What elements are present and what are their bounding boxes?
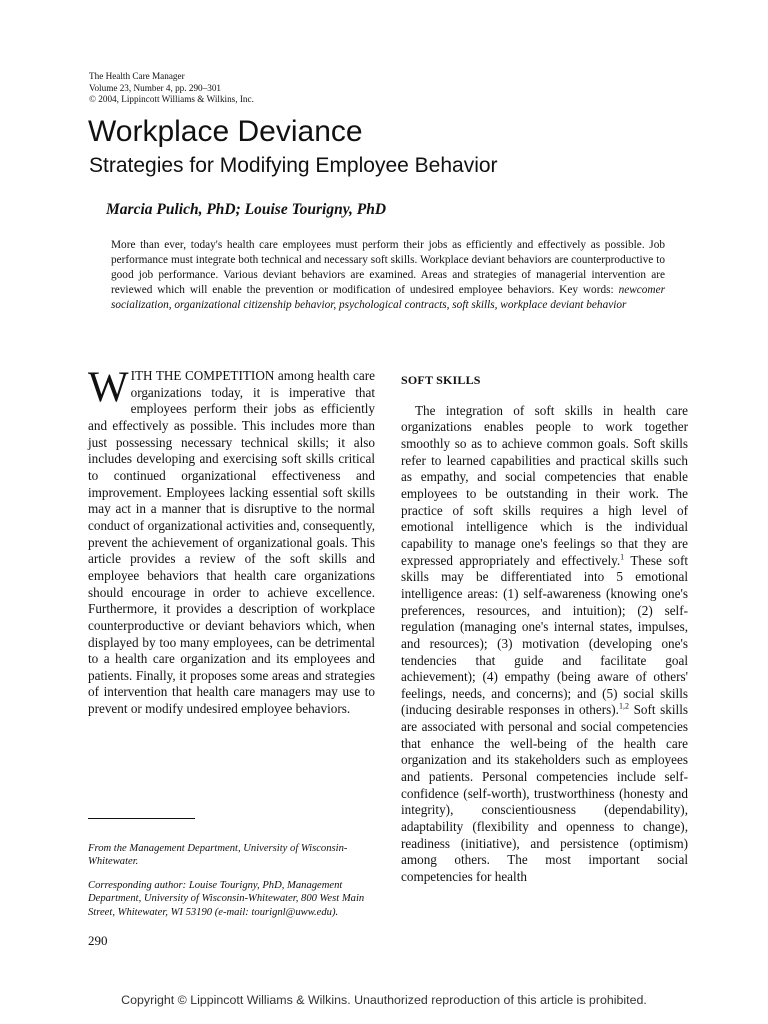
article-title: Workplace Deviance bbox=[88, 115, 363, 148]
footnote-divider bbox=[88, 818, 195, 819]
paragraph-part-1: The integration of soft skills in health care organizations enables people to work together smoothly so as to achieve common goals. Soft skills refer to learned capabilities and practical skills such as empathy, and social competencies that enable employees to be outstanding in their work. The practice of soft skills requires a high level of emotional intelligence which is the individual capability to manage one's feelings so that they are expressed appropriately and effectively. bbox=[401, 402, 688, 568]
section-heading: SOFT SKILLS bbox=[401, 373, 481, 387]
drop-cap: W bbox=[88, 364, 129, 411]
abstract-keywords: newcomer socialization, organizational citizenship behavior, psychological contracts, soft skills, workplace deviant behavior bbox=[111, 284, 665, 312]
article-authors: Marcia Pulich, PhD; Louise Tourigny, PhD bbox=[106, 201, 387, 218]
footnote-corresponding: Corresponding author: Louise Tourigny, PhD, Management Department, University of Wisconsin-Whitewater, 800 West Main Street, Whitewater, WI 53190 (e-mail: tourignl@uww.edu). bbox=[88, 880, 365, 918]
body-column-left bbox=[88, 364, 375, 718]
intro-paragraph: among health care organizations today, it is imperative that employees perform their jobs as efficiently and effectively as possible. This includes more than just possessing necessary technical skills; it also includes developing and exercising soft skills critical to continued organizational effectiveness and improvement. Employees lacking essential soft skills may act in a manner that is disruptive to the normal conduct of organizational activities and, consequently, prevent the achievement of organizational goals. This article provides a review of the soft skills and employee behaviors that health care organizations should encourage in order to achieve excellence. Furthermore, it provides a description of workplace counterproductive or deviant behaviors which, when displayed by too many employees, can be detrimental to a health care organization and its employees and patients. Finally, it proposes some areas and strategies of intervention that health care managers may use to prevent or modify undesired employee behaviors. bbox=[88, 368, 375, 717]
abstract bbox=[111, 238, 665, 313]
soft-skills-paragraph bbox=[401, 403, 688, 886]
paragraph-part-2: These soft skills may be differentiated into 5 emotional intelligence areas: (1) self-awareness (knowing one's preferences, resources, and intuition); (2) self-regulation (managing one's internal states, impulses, and resources); (3) motivation (developing one's tendencies that guide and facilitate goal achievement); (4) empathy (being aware of others' feelings, needs, and concerns); and (5) social skills (inducing desirable responses in others). bbox=[401, 552, 689, 718]
reference-1[interactable]: 1 bbox=[620, 552, 625, 562]
page-number: 290 bbox=[88, 933, 108, 948]
reference-2[interactable]: 1,2 bbox=[618, 702, 629, 712]
paragraph-part-3: Soft skills are associated with personal and social competencies that enhance the well-being of the health care organization and its stakeholders such as employees and patients. Personal competencies include self-confidence (self-worth), trustworthiness (honesty and integrity), conscientiousness (dependability), adaptability (flexibility and openness to change), readiness (initiative), and persistence (optimism) among others. The most important social competencies for health bbox=[401, 702, 688, 885]
journal-info bbox=[89, 71, 254, 106]
journal-name: The Health Care Manager bbox=[89, 71, 185, 81]
abstract-text: More than ever, today's health care employees must perform their jobs as efficiently and effectively as possible. Job performance must integrate both technical and necessary soft skills. Workplace deviant behaviors are counterproductive to good job performance. Various deviant behaviors are examined. Areas and strategies of managerial intervention are reviewed which will enable the prevention or modification of undesired employee behaviors. Key words: bbox=[111, 239, 665, 297]
journal-copyright: © 2004, Lippincott Williams & Wilkins, Inc. bbox=[89, 94, 254, 105]
article-subtitle: Strategies for Modifying Employee Behavior bbox=[89, 154, 498, 177]
lead-caps: ITH THE COMPETITION bbox=[130, 368, 275, 383]
body-column-right bbox=[401, 368, 688, 886]
footnote-affiliation: From the Management Department, University of Wisconsin-Whitewater. bbox=[88, 843, 348, 868]
copyright-footer: Copyright © Lippincott Williams & Wilkins. Unauthorized reproduction of this article is prohibited. bbox=[121, 993, 647, 1007]
journal-volume: Volume 23, Number 4, pp. 290–301 bbox=[89, 82, 222, 93]
